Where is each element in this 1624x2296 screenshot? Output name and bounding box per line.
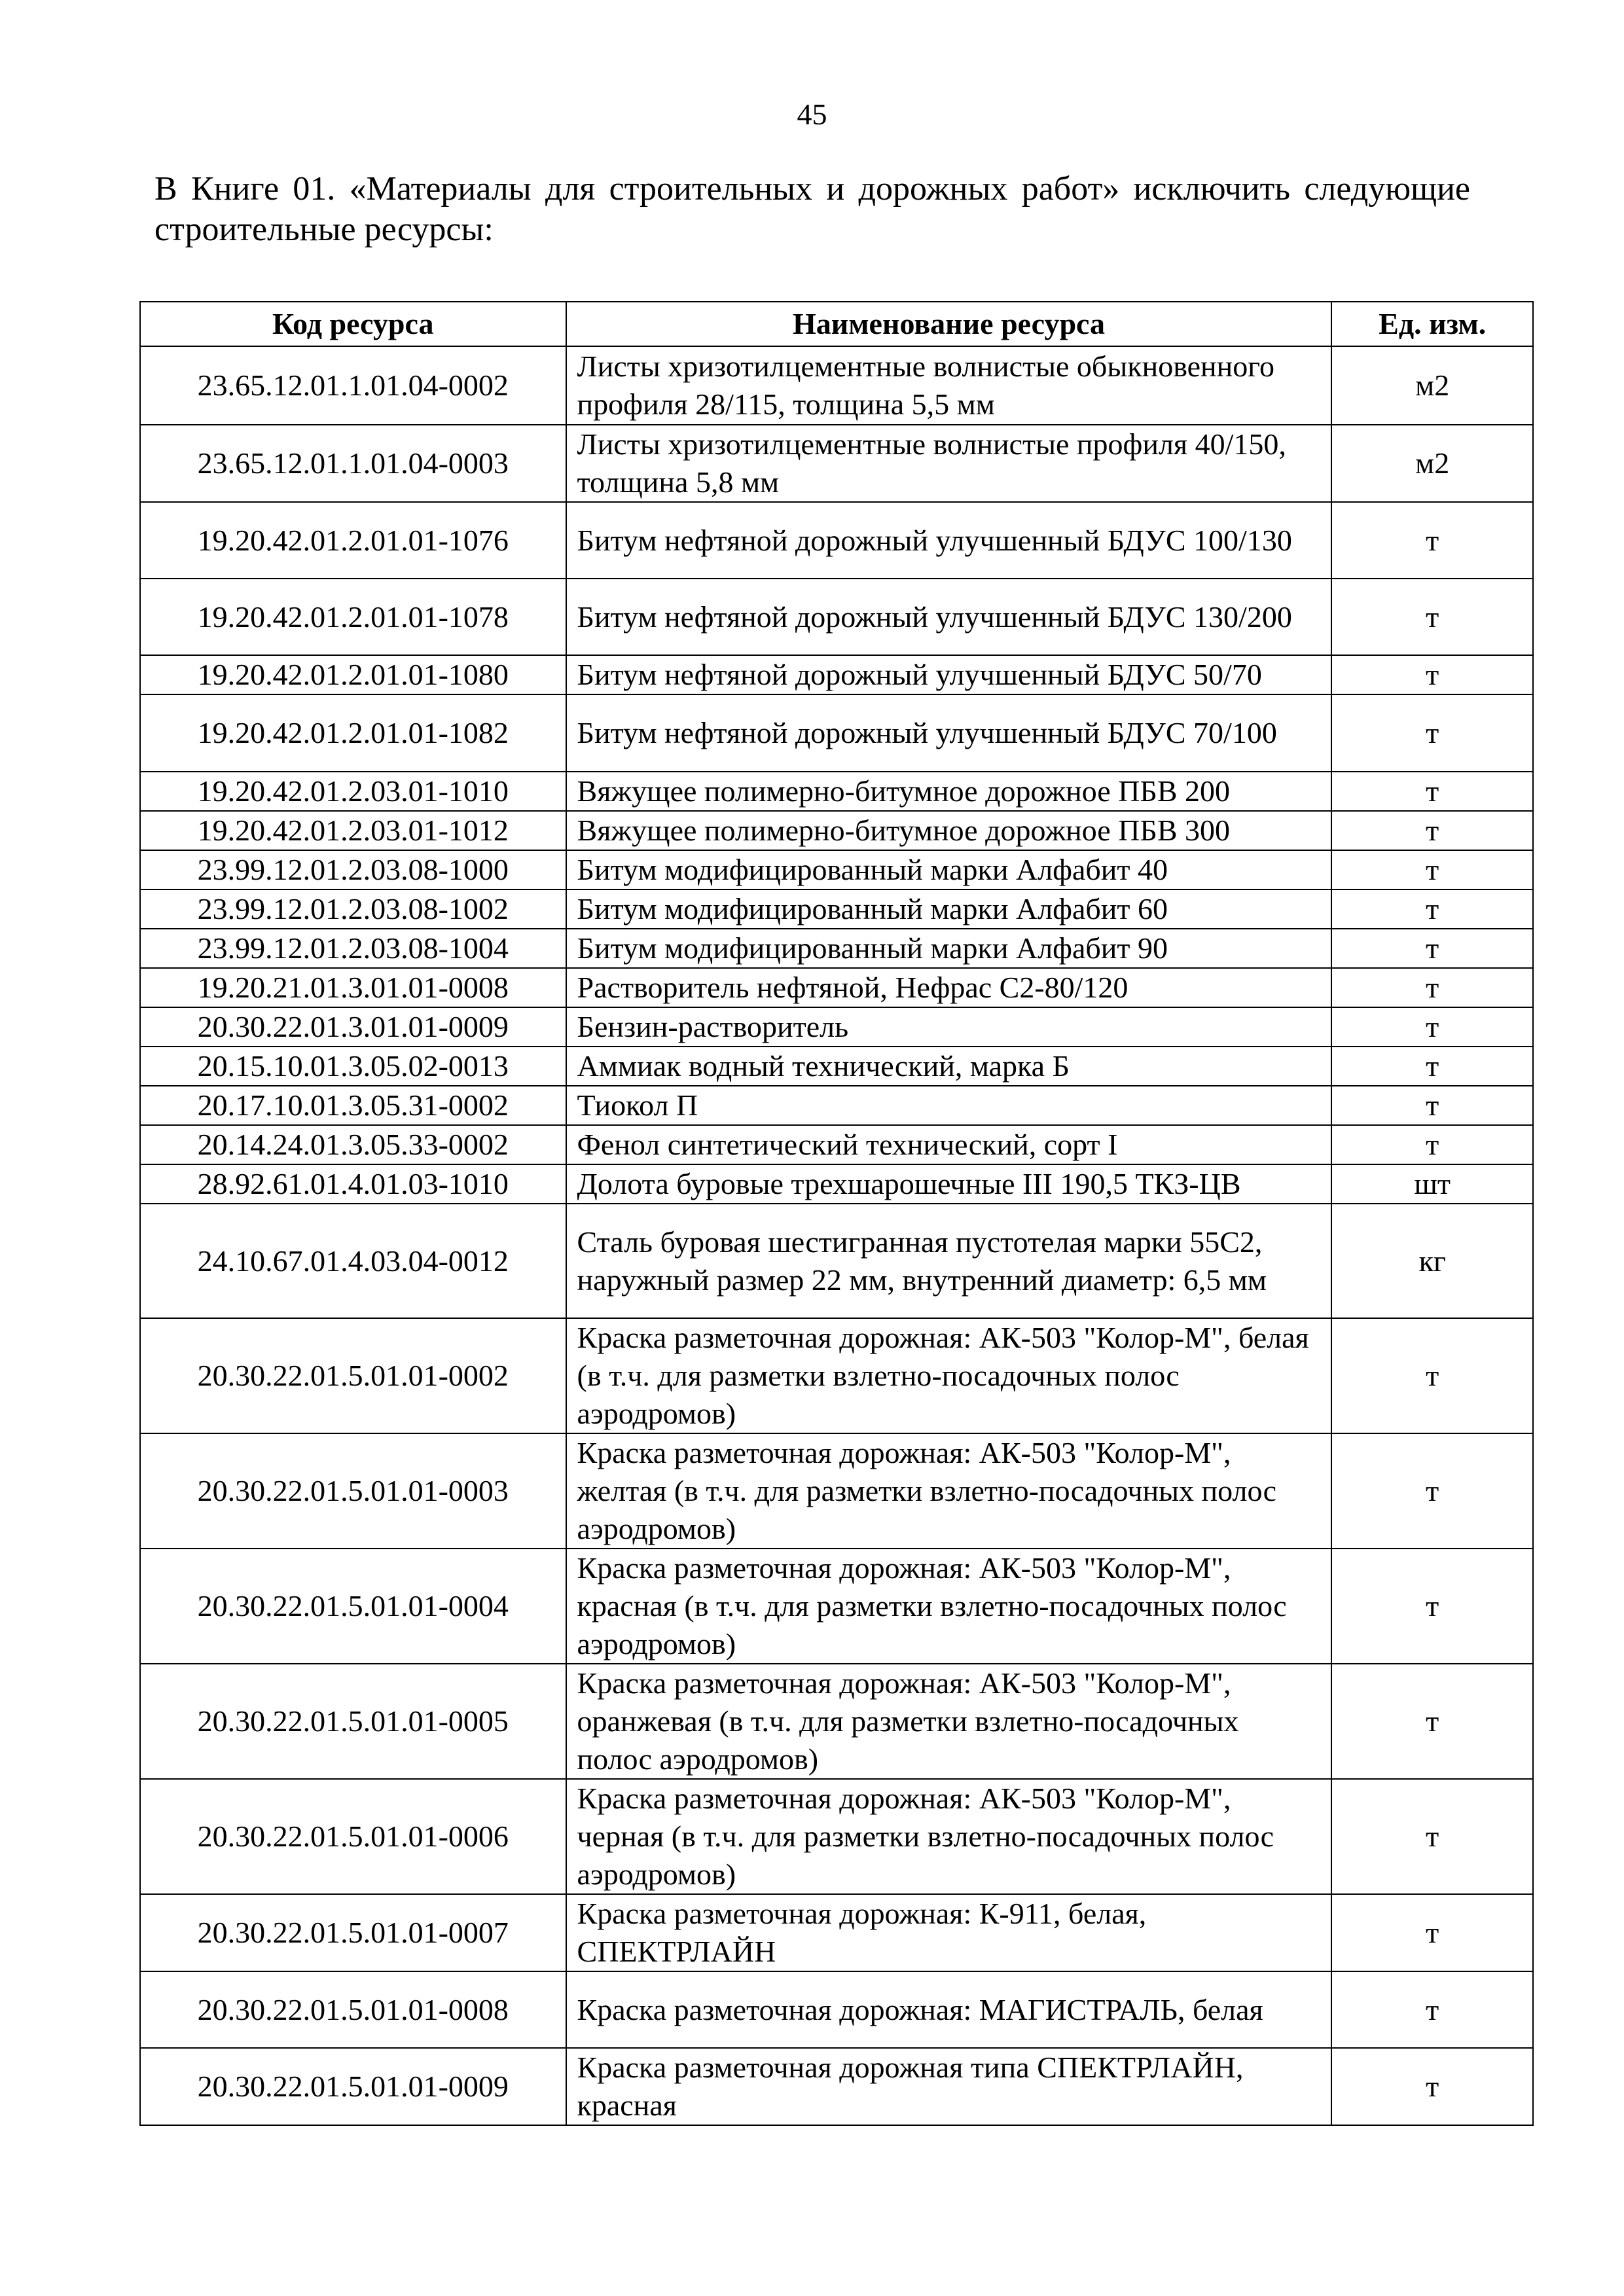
table-row: [140, 968, 1533, 1007]
row-name: Краска разметочная дорожная: АК-503 "Колор-М", белая (в т.ч. для разметки взлетно-посадочных полос аэродромов): [566, 1318, 1332, 1433]
header-code: Код ресурса: [140, 302, 566, 346]
row-name: Битум нефтяной дорожный улучшенный БДУС 70/100: [566, 694, 1332, 772]
row-code: 19.20.42.01.2.01.01-1082: [140, 694, 566, 772]
row-name: Краска разметочная дорожная: АК-503 "Колор-М", черная (в т.ч. для разметки взлетно-посадочных полос аэродромов): [566, 1779, 1332, 1894]
table-row: [140, 1549, 1533, 1664]
row-unit: м2: [1331, 425, 1533, 502]
row-unit: шт: [1331, 1164, 1533, 1204]
table-row: [140, 694, 1533, 772]
table-row: [140, 502, 1533, 579]
row-code: 19.20.42.01.2.01.01-1076: [140, 502, 566, 579]
header-unit: Ед. изм.: [1331, 302, 1533, 346]
row-unit: кг: [1331, 1204, 1533, 1318]
row-name: Фенол синтетический технический, сорт I: [566, 1125, 1332, 1164]
table-body: [140, 346, 1533, 2125]
row-name: Долота буровые трехшарошечные III 190,5 ТКЗ-ЦВ: [566, 1164, 1332, 1204]
row-name: Бензин-растворитель: [566, 1007, 1332, 1047]
row-code: 20.14.24.01.3.05.33-0002: [140, 1125, 566, 1164]
row-code: 23.65.12.01.1.01.04-0002: [140, 346, 566, 425]
row-code: 20.30.22.01.5.01.01-0004: [140, 1549, 566, 1664]
row-unit: т: [1331, 655, 1533, 694]
table-row: [140, 772, 1533, 811]
row-unit: т: [1331, 929, 1533, 968]
row-name: Битум нефтяной дорожный улучшенный БДУС 130/200: [566, 579, 1332, 655]
row-unit: т: [1331, 1086, 1533, 1125]
row-unit: т: [1331, 694, 1533, 772]
table-row: [140, 1779, 1533, 1894]
table-row: [140, 1007, 1533, 1047]
row-code: 23.65.12.01.1.01.04-0003: [140, 425, 566, 502]
row-unit: т: [1331, 1433, 1533, 1549]
table-row: [140, 1894, 1533, 1971]
table-row: [140, 1664, 1533, 1779]
row-code: 20.30.22.01.5.01.01-0006: [140, 1779, 566, 1894]
row-name: Краска разметочная дорожная типа СПЕКТРЛАЙН, красная: [566, 2048, 1332, 2125]
row-code: 19.20.42.01.2.01.01-1078: [140, 579, 566, 655]
row-unit: т: [1331, 579, 1533, 655]
table-row: [140, 579, 1533, 655]
row-code: 23.99.12.01.2.03.08-1002: [140, 889, 566, 929]
row-unit: т: [1331, 1779, 1533, 1894]
row-name: Листы хризотилцементные волнистые профиля 40/150, толщина 5,8 мм: [566, 425, 1332, 502]
row-code: 20.30.22.01.3.01.01-0009: [140, 1007, 566, 1047]
row-name: Растворитель нефтяной, Нефрас С2-80/120: [566, 968, 1332, 1007]
row-code: 20.30.22.01.5.01.01-0003: [140, 1433, 566, 1549]
table-row: [140, 811, 1533, 850]
row-unit: т: [1331, 1971, 1533, 2048]
row-name: Битум модифицированный марки Алфабит 90: [566, 929, 1332, 968]
row-name: Битум нефтяной дорожный улучшенный БДУС 50/70: [566, 655, 1332, 694]
table-row: [140, 850, 1533, 889]
row-code: 28.92.61.01.4.01.03-1010: [140, 1164, 566, 1204]
row-code: 23.99.12.01.2.03.08-1004: [140, 929, 566, 968]
row-unit: т: [1331, 811, 1533, 850]
row-unit: т: [1331, 1007, 1533, 1047]
row-unit: т: [1331, 850, 1533, 889]
row-unit: т: [1331, 1549, 1533, 1664]
row-name: Вяжущее полимерно-битумное дорожное ПБВ 200: [566, 772, 1332, 811]
row-unit: м2: [1331, 346, 1533, 425]
table-row: [140, 1125, 1533, 1164]
table-header-row: [140, 302, 1533, 346]
row-unit: т: [1331, 1894, 1533, 1971]
table-row: [140, 1086, 1533, 1125]
row-code: 19.20.42.01.2.01.01-1080: [140, 655, 566, 694]
table-row: [140, 929, 1533, 968]
table-row: [140, 346, 1533, 425]
table-row: [140, 1433, 1533, 1549]
row-name: Краска разметочная дорожная: АК-503 "Колор-М", оранжевая (в т.ч. для разметки взлетно-посадочных полос аэродромов): [566, 1664, 1332, 1779]
row-code: 24.10.67.01.4.03.04-0012: [140, 1204, 566, 1318]
row-name: Аммиак водный технический, марка Б: [566, 1047, 1332, 1086]
row-code: 20.17.10.01.3.05.31-0002: [140, 1086, 566, 1125]
table-row: [140, 1971, 1533, 2048]
row-code: 20.30.22.01.5.01.01-0009: [140, 2048, 566, 2125]
row-name: Тиокол П: [566, 1086, 1332, 1125]
resource-table: [139, 301, 1534, 2126]
table-row: [140, 1318, 1533, 1433]
row-code: 23.99.12.01.2.03.08-1000: [140, 850, 566, 889]
row-unit: т: [1331, 1318, 1533, 1433]
table-row: [140, 425, 1533, 502]
page-number: 45: [797, 98, 827, 131]
row-unit: т: [1331, 2048, 1533, 2125]
row-code: 19.20.21.01.3.01.01-0008: [140, 968, 566, 1007]
header-name: Наименование ресурса: [566, 302, 1332, 346]
row-code: 20.15.10.01.3.05.02-0013: [140, 1047, 566, 1086]
row-unit: т: [1331, 1125, 1533, 1164]
table-row: [140, 1164, 1533, 1204]
table-row: [140, 889, 1533, 929]
row-name: Сталь буровая шестигранная пустотелая марки 55С2, наружный размер 22 мм, внутренний диаметр: 6,5 мм: [566, 1204, 1332, 1318]
row-name: Краска разметочная дорожная: МАГИСТРАЛЬ, белая: [566, 1971, 1332, 2048]
row-code: 19.20.42.01.2.03.01-1012: [140, 811, 566, 850]
row-unit: т: [1331, 772, 1533, 811]
row-unit: т: [1331, 1664, 1533, 1779]
row-name: Листы хризотилцементные волнистые обыкновенного профиля 28/115, толщина 5,5 мм: [566, 346, 1332, 425]
row-name: Краска разметочная дорожная: К-911, белая, СПЕКТРЛАЙН: [566, 1894, 1332, 1971]
intro-paragraph: В Книге 01. «Материалы для строительных и дорожных работ» исключить следующие строительные ресурсы:: [154, 170, 1470, 248]
row-code: 20.30.22.01.5.01.01-0005: [140, 1664, 566, 1779]
table-row: [140, 1204, 1533, 1318]
row-name: Битум нефтяной дорожный улучшенный БДУС 100/130: [566, 502, 1332, 579]
table-row: [140, 655, 1533, 694]
row-unit: т: [1331, 889, 1533, 929]
table-row: [140, 1047, 1533, 1086]
table-row: [140, 2048, 1533, 2125]
row-name: Вяжущее полимерно-битумное дорожное ПБВ 300: [566, 811, 1332, 850]
row-unit: т: [1331, 1047, 1533, 1086]
row-name: Краска разметочная дорожная: АК-503 "Колор-М", желтая (в т.ч. для разметки взлетно-посадочных полос аэродромов): [566, 1433, 1332, 1549]
row-name: Битум модифицированный марки Алфабит 40: [566, 850, 1332, 889]
row-code: 19.20.42.01.2.03.01-1010: [140, 772, 566, 811]
row-name: Краска разметочная дорожная: АК-503 "Колор-М", красная (в т.ч. для разметки взлетно-посадочных полос аэродромов): [566, 1549, 1332, 1664]
row-unit: т: [1331, 502, 1533, 579]
row-unit: т: [1331, 968, 1533, 1007]
row-code: 20.30.22.01.5.01.01-0008: [140, 1971, 566, 2048]
row-name: Битум модифицированный марки Алфабит 60: [566, 889, 1332, 929]
row-code: 20.30.22.01.5.01.01-0002: [140, 1318, 566, 1433]
row-code: 20.30.22.01.5.01.01-0007: [140, 1894, 566, 1971]
